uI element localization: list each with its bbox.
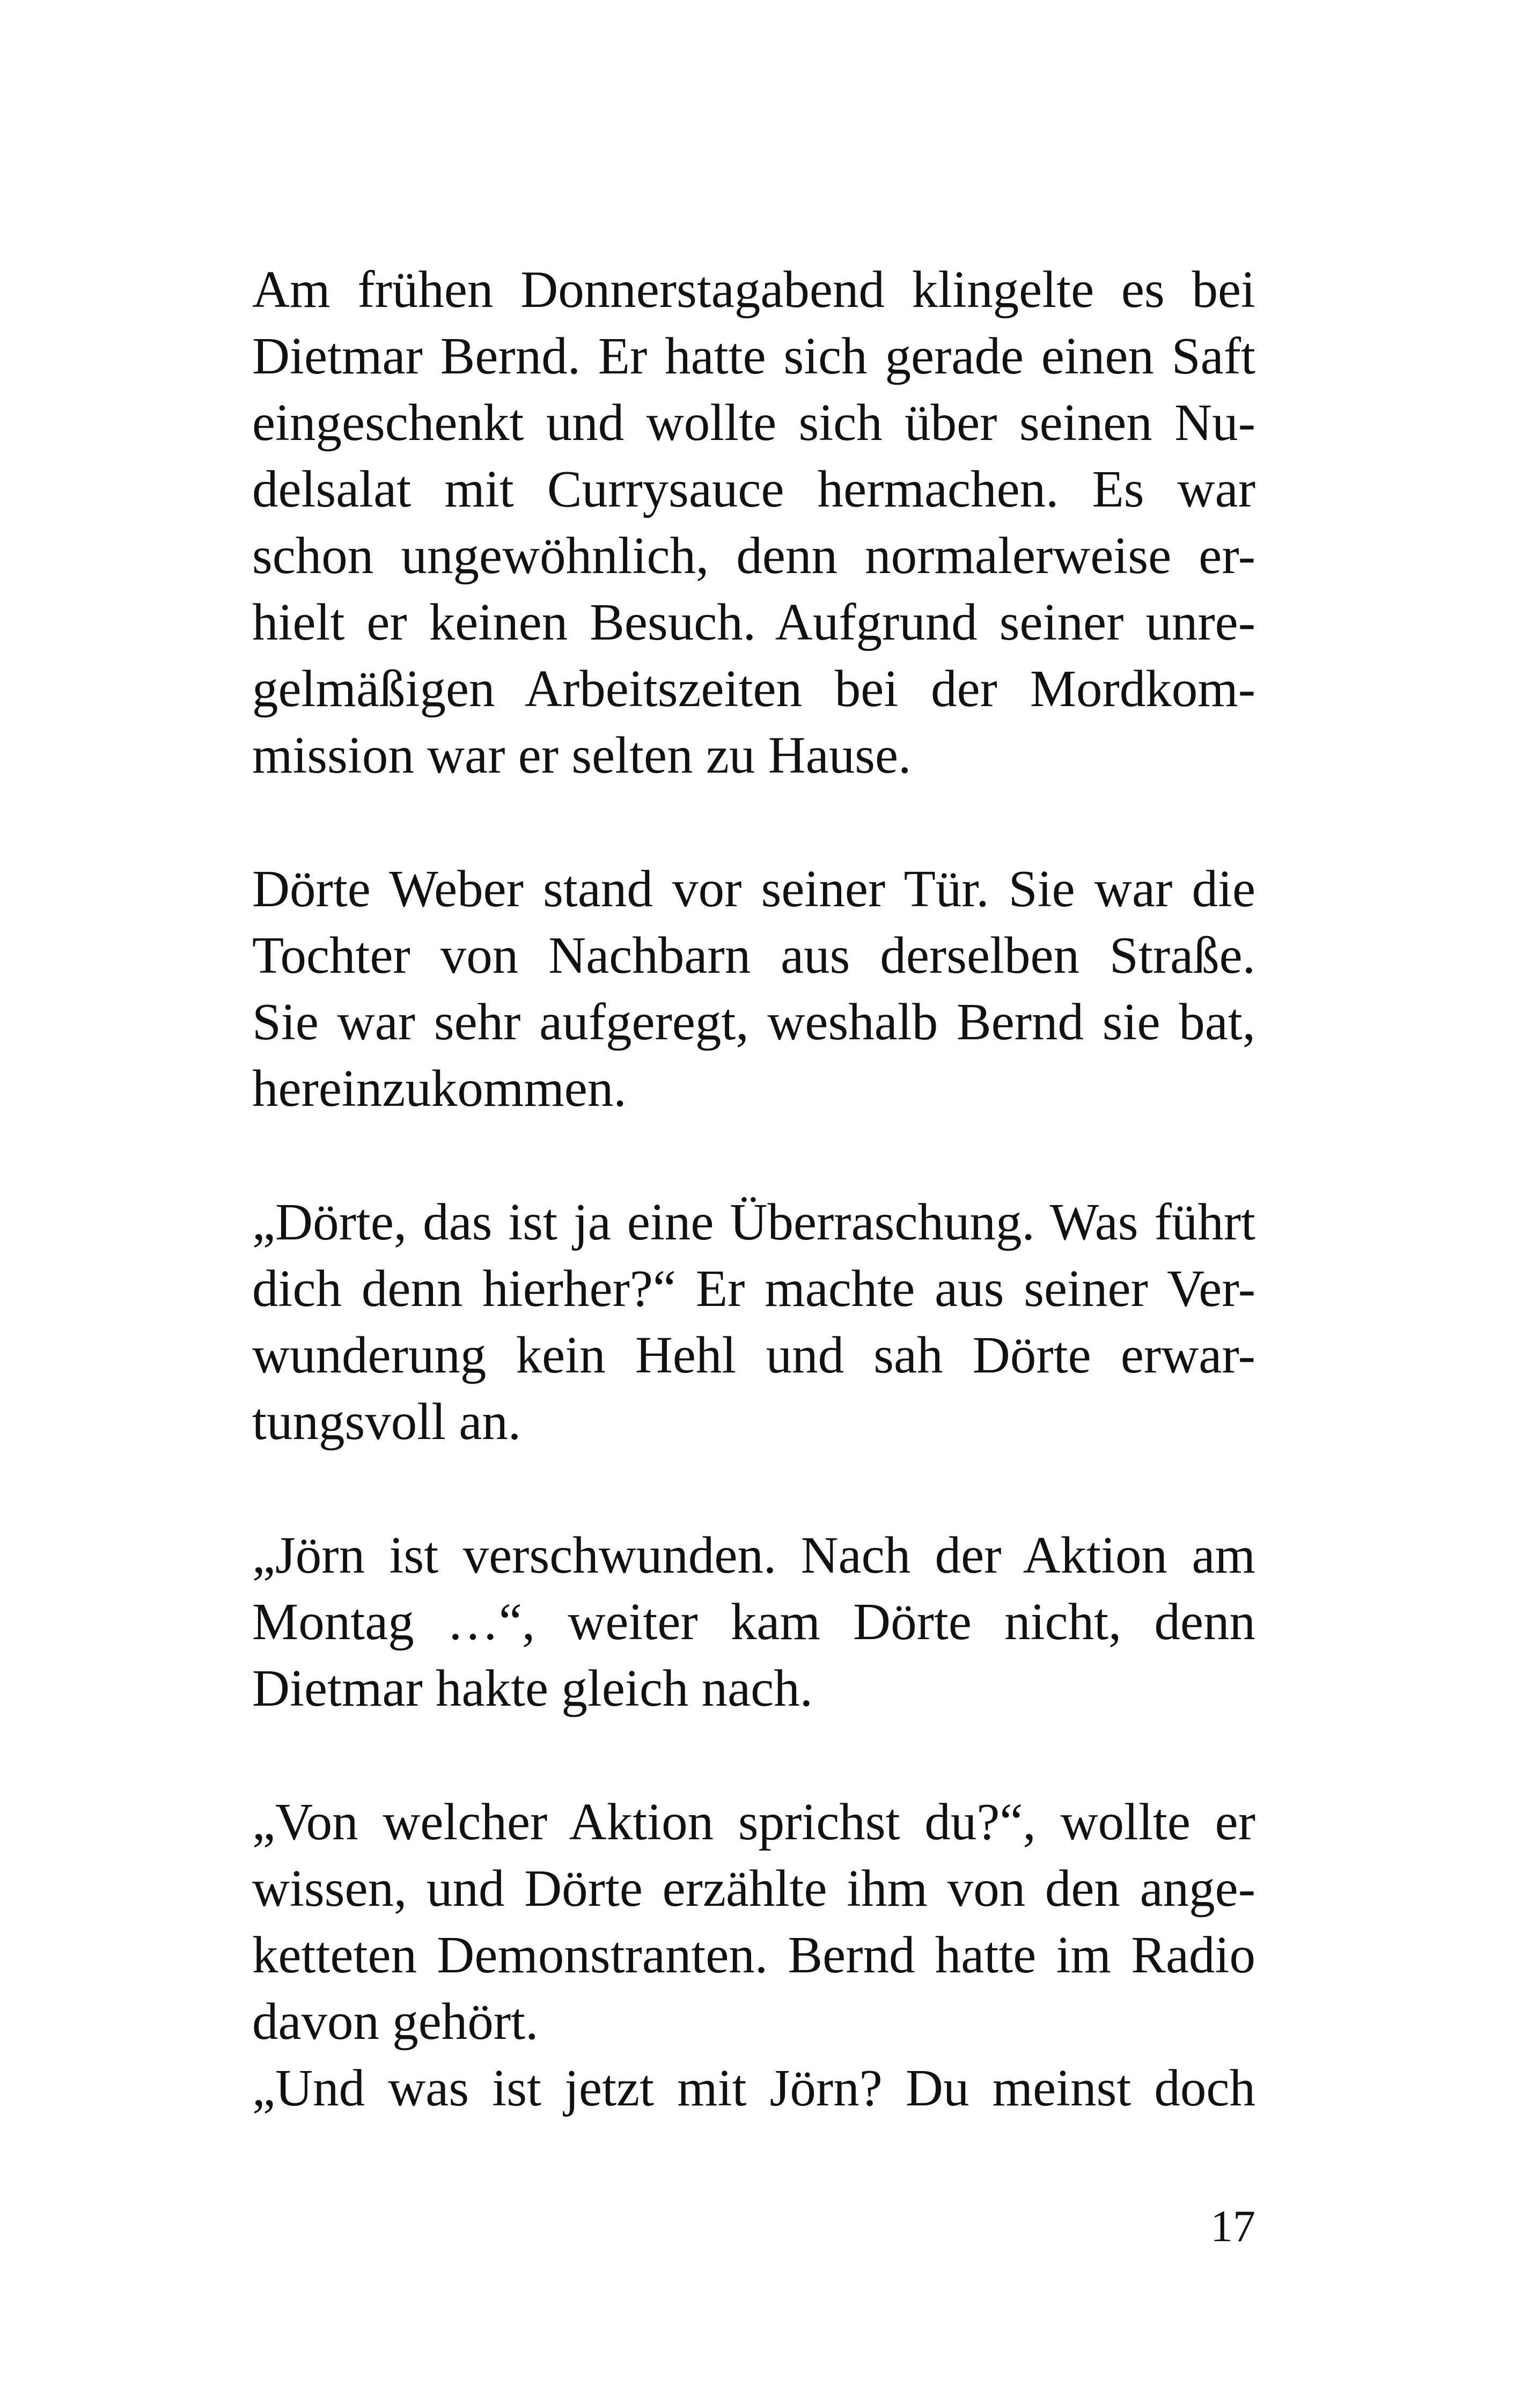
text-line: Dietmar hakte gleich nach.	[252, 1660, 813, 1717]
text-line: „Dörte, das ist ja eine Überraschung. Was führt	[252, 1193, 1255, 1251]
text-line: delsalat mit Currysauce hermachen. Es war	[252, 460, 1255, 518]
text-line: hereinzukommen.	[252, 1060, 627, 1117]
text-line: dich denn hierher?“ Er machte aus seiner Ver-	[252, 1260, 1255, 1317]
text-line: Am frühen Donnerstagabend klingelte es bei	[252, 261, 1255, 318]
text-line: Dietmar Bernd. Er hatte sich gerade einen Saft	[252, 327, 1255, 385]
paragraph-1	[252, 256, 1255, 789]
text-line: Dörte Weber stand vor seiner Tür. Sie war die	[252, 860, 1255, 917]
text-line: Sie war sehr aufgeregt, weshalb Bernd sie bat,	[252, 993, 1255, 1051]
page-number: 17	[1210, 2201, 1255, 2251]
text-line: „Von welcher Aktion sprichst du?“, wollte er	[252, 1793, 1255, 1851]
text-line: mission war er selten zu Hause.	[252, 726, 912, 784]
paragraph-6	[252, 2055, 1255, 2121]
text-line: davon gehört.	[252, 1993, 539, 2050]
paragraph-3	[252, 1189, 1255, 1455]
text-line: wunderung kein Hehl und sah Dörte erwar-	[252, 1326, 1255, 1384]
text-line: tungsvoll an.	[252, 1393, 521, 1450]
text-line: Montag …“, weiter kam Dörte nicht, denn	[252, 1593, 1255, 1650]
body-text	[252, 256, 1255, 2121]
text-line: wissen, und Dörte erzählte ihm von den ange-	[252, 1860, 1255, 1917]
paragraph-2	[252, 856, 1255, 1122]
paragraph-5	[252, 1789, 1255, 2055]
text-line: gelmäßigen Arbeitszeiten bei der Mordkom-	[252, 660, 1255, 717]
text-line: ketteten Demonstranten. Bernd hatte im Radio	[252, 1926, 1255, 1984]
text-line: hielt er keinen Besuch. Aufgrund seiner unre-	[252, 593, 1255, 651]
text-line: „Jörn ist verschwunden. Nach der Aktion am	[252, 1526, 1255, 1584]
text-line: Tochter von Nachbarn aus derselben Straße.	[252, 927, 1255, 984]
text-line: schon ungewöhnlich, denn normalerweise er-	[252, 527, 1255, 584]
paragraph-4	[252, 1522, 1255, 1722]
text-line: eingeschenkt und wollte sich über seinen Nu-	[252, 394, 1255, 451]
text-line: „Und was ist jetzt mit Jörn? Du meinst doch	[252, 2059, 1255, 2117]
